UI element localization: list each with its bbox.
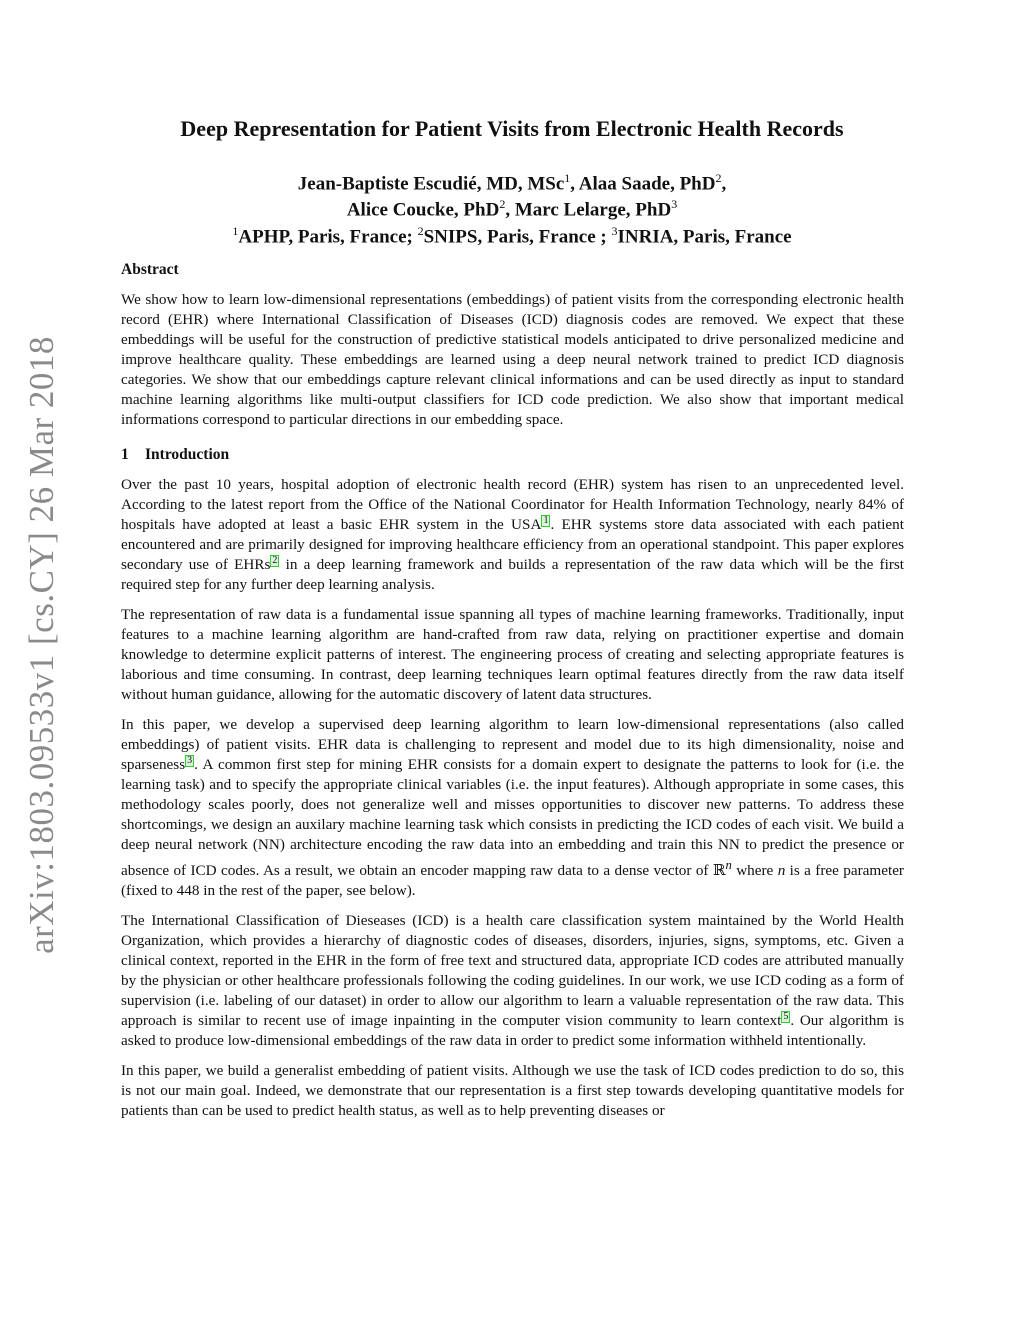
- paper-title: Deep Representation for Patient Visits from Electronic Health Records: [180, 116, 844, 141]
- arxiv-sidebar: [20, 336, 64, 954]
- section-heading-introduction: [121, 445, 904, 465]
- author-name: , Marc Lelarge, PhD: [505, 199, 672, 221]
- author-name: Jean-Baptiste Escudié, MD, MSc: [297, 173, 565, 195]
- citation-link[interactable]: 5: [783, 1011, 789, 1023]
- math-variable: n: [777, 862, 786, 880]
- citation-link[interactable]: 2: [272, 555, 278, 567]
- affiliations: $^1$APHP, Paris, France; $^2$SNIPS, Paris, France ; $^3$INRIA, Paris, France: [232, 223, 792, 247]
- author-name: , Alaa Saade, PhD: [570, 173, 716, 195]
- intro-paragraph-3: In this paper, we develop a supervised deep learning algorithm to learn low-dimensional representations (also called embeddings) of patient visits. EHR data is challenging to represent and model due to its high dimensionality, noise and sparseness 3 . A common first step for mining EHR consists for a domain expert to designate the patterns to look for (i.e. the learning task) and to specify the appropriate clinical variables (i.e. the input features). Although appropriate in some cases, this methodology scales poorly, does not generalize well and misses opportunities to discover new patterns. To address these shortcomings, we design an auxilary machine learning task which consists in predicting the ICD codes of each visit. We build a deep neural network (NN) architecture encoding the raw data into an embedding and train this NN to predict the presence or absence of ICD codes. As a result, we obtain an encoder mapping raw data to a dense vector of ℝ$^n$ where n is a free parameter (fixed to 448 in the rest of the paper, see below).: [121, 716, 904, 900]
- citation-link[interactable]: 3: [187, 755, 193, 767]
- math-reals: ℝ: [712, 862, 726, 880]
- intro-paragraph-1: Over the past 10 years, hospital adoption of electronic health record (EHR) system has risen to an unprecedented level. According to the latest report from the Office of the National Coordinator for Health Information Technology, nearly 84% of hospitals have adopted at least a basic EHR system in the USA 1 . EHR systems store data associated with each patient encountered and are primarily designed for improving healthcare efficiency from an operational standpoint. This paper explores secondary use of EHRs 2 in a deep learning framework and builds a representation of the raw data which will be the first required step for any further deep learning analysis.: [121, 476, 905, 594]
- author-name: Alice Coucke, PhD: [346, 199, 500, 221]
- intro-paragraph-4: The International Classification of Dieseases (ICD) is a health care classification system maintained by the World Health Organization, which provides a hierarchy of diagnostic codes of diseases, disorders, injuries, signs, symptoms, etc. Given a clinical context, reported in the EHR in the form of free text and structured data, appropriate ICD codes are attributed manually by the physician or other healthcare professionals following the coding guidelines. In our work, we use ICD coding as a form of supervision (i.e. labeling of our dataset) in order to allow our algorithm to learn a valuable representation of the raw data. This approach is similar to recent use of image inpainting in the computer vision community to learn context 5 . Our algorithm is asked to produce low-dimensional embeddings of the raw data in order to predict some information withheld intentionally.: [121, 912, 904, 1050]
- author-line-2: Alice Coucke, PhD$^2$, Marc Lelarge, PhD$^3$: [346, 197, 678, 221]
- section-title: Introduction: [145, 446, 230, 463]
- author-block: [0, 168, 1024, 247]
- abstract-heading: Abstract: [121, 261, 179, 278]
- intro-paragraph-5: In this paper, we build a generalist embedding of patient visits. Although we use the task of ICD codes prediction to do so, this is not our main goal. Indeed, we demonstrate that our representation is a first step towards developing quantitative models for patients than can be used to predict health status, as well as to help preventing diseases or: [121, 1062, 904, 1120]
- author-line-1: Jean-Baptiste Escudié, MD, MSc$^1$, Alaa Saade, PhD$^2$,: [297, 171, 727, 195]
- intro-paragraph-2: The representation of raw data is a fundamental issue spanning all types of machine learning frameworks. Traditionally, input features to a machine learning algorithm are hand-crafted from raw data, relying on practitioner expertise and domain knowledge to determine explicit patterns of interest. The engineering process of creating and selecting appropriate features is laborious and time consuming. In contrast, deep learning techniques learn optimal features directly from the raw data itself without human guidance, allowing for the automatic discovery of latent data structures.: [121, 606, 904, 704]
- abstract-text: We show how to learn low-dimensional representations (embeddings) of patient visits from the corresponding electronic health record (EHR) where International Classification of Diseases (ICD) diagnosis codes are removed. We expect that these embeddings will be useful for the construction of predictive statistical models anticipated to drive personalized medicine and improve healthcare quality. These embeddings are learned using a deep neural network trained to predict ICD diagnosis categories. We show that our embeddings capture relevant clinical informations and can be used directly as input to standard machine learning algorithms like multi-output classifiers for ICD code prediction. We also show that important medical informations correspond to particular directions in our embedding space.: [121, 291, 904, 428]
- section-number: 1: [121, 446, 129, 463]
- citation-link[interactable]: 1: [543, 515, 549, 526]
- arxiv-identifier: arXiv:1803.09533v1 [cs.CY] 26 Mar 2018: [22, 336, 61, 954]
- paper-body: [121, 260, 904, 1131]
